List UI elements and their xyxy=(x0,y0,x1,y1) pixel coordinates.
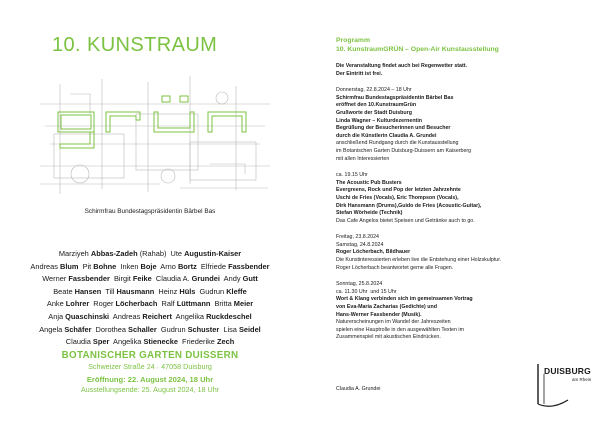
artist-given-name: Beate xyxy=(53,286,75,296)
city-name: DUISBURG xyxy=(544,366,591,376)
program-line: Dirk Hansmann (Drums),Guido de Fries (Acoustic-Guitar), xyxy=(336,202,482,209)
artist-surname: Schaller xyxy=(128,324,157,334)
artist-surname: Hüls xyxy=(179,286,196,296)
program-line: Linda Wagner – Kulturdezernentin xyxy=(336,117,423,124)
artist-given-name: Claudia A. xyxy=(151,274,192,284)
artist-given-name: Werner xyxy=(42,274,69,284)
signature: Claudia A. Grundei xyxy=(336,386,381,392)
program-line: Stefan Wörheide (Technik) xyxy=(336,210,403,217)
artist-given-name: Birgit xyxy=(109,274,133,284)
artist-given-name: Angelika xyxy=(171,311,207,321)
artist-surname: Sper xyxy=(92,337,110,347)
artist-line xyxy=(0,336,300,349)
patron-line: Schirmfrau Bundestagspräsidentin Bärbel Bas xyxy=(84,208,216,215)
artist-surname: Zech xyxy=(216,337,235,347)
artist-surname: Fassbender xyxy=(68,274,110,284)
program-line: Sonntag, 25.8.2024 xyxy=(336,281,383,288)
artist-surname: Blum xyxy=(60,261,79,271)
program-line: von Eva-Maria Zacharias (Gedichte) und xyxy=(336,304,437,311)
artist-given-name: Friederike xyxy=(177,337,217,347)
artist-given-name: Pit xyxy=(78,261,94,271)
program-line: durch die Künstlerin Claudia A. Grundei xyxy=(336,132,437,139)
program-line: Hans-Werner Fassbender (Musik). xyxy=(336,311,422,318)
artist-surname: Augustin-Kaiser xyxy=(184,249,242,258)
duisburg-logo xyxy=(532,360,592,410)
artist-surname: Löcherbach xyxy=(115,299,158,309)
program-line: spielen eine Hauptrolle in den ausgewählten Texten im xyxy=(336,326,464,333)
artist-given-name: Gudrun xyxy=(195,286,227,296)
sketch-lines xyxy=(40,76,270,194)
program-line: Grußworte der Stadt Duisburg xyxy=(336,109,412,116)
program-line: Freitag, 23.8.2024 xyxy=(336,234,379,241)
program-line: Uschi de Fries (Vocals), Eric Thompson (Vocals), xyxy=(336,194,459,201)
artist-surname: Lohrer xyxy=(65,299,90,309)
artist-given-name: Ralf xyxy=(157,299,177,309)
artist-surname: Meier xyxy=(233,299,254,309)
program-line: ca. 19.15 Uhr xyxy=(336,172,368,179)
artist-surname: Kleffe xyxy=(226,286,247,296)
artist-surname: Bortz xyxy=(177,261,197,271)
opening-date: Eröffnung: 22. August 2024, 18 Uhr xyxy=(86,375,214,384)
artist-surname: Hausmann xyxy=(116,286,155,296)
artist-line xyxy=(0,273,300,286)
artist-given-name: Andreas xyxy=(30,261,61,271)
artist-surname: Hansen xyxy=(74,286,102,296)
artist-line xyxy=(0,311,300,324)
artist-given-name: (Rahab) Ute xyxy=(137,249,185,258)
program-block xyxy=(336,234,586,272)
venue-info xyxy=(0,350,300,394)
artist-surname: Fassbender xyxy=(228,261,270,271)
program-block xyxy=(336,87,586,163)
artist-list xyxy=(0,248,300,349)
artist-given-name: Britta xyxy=(210,299,234,309)
program-line: Die Veranstaltung findet auch bei Regenwetter statt. xyxy=(336,63,467,69)
artist-surname: Seidel xyxy=(238,324,261,334)
program-blocks xyxy=(336,63,586,342)
closing-date: Ausstellungsende: 25. August 2024, 18 Uhr xyxy=(80,385,220,394)
venue-name: BOTANISCHER GARTEN DUISSERN xyxy=(61,350,239,361)
artist-line xyxy=(0,248,300,261)
artist-surname: Schäfer xyxy=(64,324,92,334)
program-line: Naturerscheinungen im Wandel der Jahreszeiten xyxy=(336,319,451,326)
program-line: Zusammenspiel mit akustischen Eindrücken. xyxy=(336,334,441,341)
program-block xyxy=(336,63,586,78)
artist-surname: Abbas-Zadeh xyxy=(90,249,138,258)
artist-given-name: Dorothea xyxy=(91,324,129,334)
artist-line xyxy=(0,286,300,299)
artist-surname: Reichert xyxy=(142,311,172,321)
artist-given-name: Anja xyxy=(48,311,66,321)
artist-given-name: Angelika xyxy=(109,337,144,347)
artist-given-name: Elfriede xyxy=(196,261,229,271)
program-line: Die Kunstinteressierten erleben live die Entstehung einer Holzskulptur. xyxy=(336,257,502,264)
program-line: Roger Löcherbach, Bildhauer xyxy=(336,249,411,256)
artist-given-name: Arno xyxy=(156,261,178,271)
artist-given-name: Inken xyxy=(116,261,141,271)
program-block xyxy=(336,172,586,225)
program-line: anschließend Rundgang durch die Kunstausstellung xyxy=(336,140,459,147)
artist-line xyxy=(0,261,300,274)
program-line: Schirmfrau Bundestagspräsidentin Bärbel Bas xyxy=(336,94,454,101)
artist-surname: Quaschinski xyxy=(65,311,110,321)
venue-address: Schweizer Straße 24 · 47058 Duisburg xyxy=(88,362,212,371)
program-line: The Acoustic Pub Busters xyxy=(336,179,402,186)
program-line: mit allen Interessierten xyxy=(336,155,390,162)
program-line: Der Eintritt ist frei. xyxy=(336,70,383,77)
program-block xyxy=(336,281,586,342)
artist-surname: Bohne xyxy=(93,261,117,271)
artist-given-name: Claudia xyxy=(65,337,93,347)
program-subheading: 10. KunstraumGRÜN – Open-Air Kunstausstellung xyxy=(336,46,499,53)
program-line: Roger Löcherbach beantwortet gerne alle Fragen. xyxy=(336,264,454,271)
artist-given-name: Lisa xyxy=(219,324,239,334)
artist-given-name: Marziyeh xyxy=(58,249,91,258)
artist-surname: Boje xyxy=(140,261,157,271)
artist-surname: Grundei xyxy=(191,274,220,284)
artist-given-name: Andreas xyxy=(109,311,143,321)
artist-surname: Schuster xyxy=(187,324,220,334)
artist-given-name: Andy xyxy=(219,274,243,284)
program-line: Samstag, 24.8.2024 xyxy=(336,241,384,248)
artist-given-name: Anke xyxy=(46,299,66,309)
program-heading: Programm xyxy=(336,37,370,44)
artist-surname: Lüttmann xyxy=(176,299,211,309)
program-line: Wort & Klang verbinden sich im gemeinsamen Vortrag xyxy=(336,296,473,303)
artist-surname: Stienecke xyxy=(143,337,178,347)
gruen-logo xyxy=(40,74,270,194)
artist-surname: Ruckdeschel xyxy=(206,311,252,321)
artist-given-name: Till xyxy=(101,286,117,296)
program-line: im Botanischen Garten Duisburg-Duissern am Kaiserberg xyxy=(336,147,472,154)
program-line: eröffnet den 10.KunstraumGrün xyxy=(336,102,417,109)
city-sub: am Rhein xyxy=(572,377,592,382)
exhibition-title: 10. KUNSTRAUM xyxy=(52,34,218,56)
artist-given-name: Roger xyxy=(89,299,116,309)
artist-line xyxy=(0,298,300,311)
artist-surname: Gutt xyxy=(242,274,258,284)
program-line: ca. 11.30 Uhr und 15 Uhr xyxy=(336,288,397,295)
artist-given-name: Angela xyxy=(39,324,65,334)
program-line: Begrüßung der Besucherinnen und Besucher xyxy=(336,125,451,132)
artist-given-name: Gudrun xyxy=(156,324,188,334)
program-line: Das Cafe Angelos bietet Speisen und Getränke auch to go. xyxy=(336,217,475,224)
program-line: Evergreens, Rock und Pop der letzten Jahrzehnte xyxy=(336,187,461,194)
program-line: Donnerstag, 22.8.2024 – 18 Uhr xyxy=(336,87,412,94)
artist-surname: Feike xyxy=(132,274,152,284)
artist-given-name: Heinz xyxy=(154,286,180,296)
artist-line xyxy=(0,324,300,337)
